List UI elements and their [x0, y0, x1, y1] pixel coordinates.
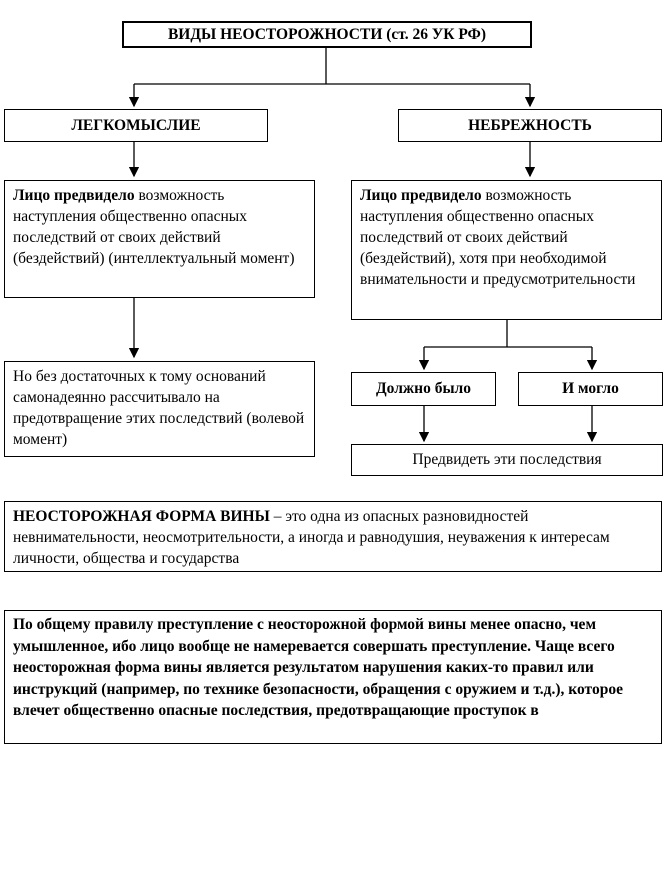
could-label: И могло — [562, 380, 619, 397]
diagram-title-text: ВИДЫ НЕОСТОРОЖНОСТИ (ст. 26 УК РФ) — [167, 25, 487, 43]
note-text: По общему правилу преступление с неосторожной формой вины менее опасно, чем умышленное, ибо лицо вообще не намеревается совершать преступление. Чаще всего неосторожная форма вины является результатом нарушения каких-то правил или инструкций (например, по технике безопасности, обращения с оружием и т.д.), которое влечет общественно опасные последствия, предотвращающие проступок в — [13, 616, 623, 719]
definition-term: НЕОСТОРОЖНАЯ ФОРМА ВИНЫ — [13, 508, 270, 525]
left-volitional-text: Но без достаточных к тому оснований самонадеянно рассчитывало на предотвращение этих последствий (волевой момент) — [13, 368, 305, 448]
could-box — [518, 372, 663, 406]
note-box — [4, 610, 662, 744]
left-heading: ЛЕГКОМЫСЛИЕ — [71, 116, 201, 134]
should-box — [351, 372, 496, 406]
left-foresight-text: возможность наступления общественно опасных последствий от своих действий (бездействий) (интеллектуальный момент) — [13, 187, 295, 267]
right-heading: НЕБРЕЖНОСТЬ — [468, 116, 592, 134]
left-foresight-box — [4, 180, 315, 298]
definition-text: – это одна из опасных разновидностей невнимательности, неосмотрительности, а иногда и равнодушия, неуважения к интересам личности, общества и государства — [13, 508, 610, 567]
right-foresight-bold: Лицо предвидело — [360, 187, 482, 204]
foresee-label: Предвидеть эти последствия — [412, 451, 602, 468]
left-heading-box — [4, 109, 268, 142]
right-foresight-text: возможность наступления общественно опасных последствий от своих действий (бездействий), хотя при необходимой внимательности и предусмотрительности — [360, 187, 636, 288]
right-heading-box — [398, 109, 662, 142]
definition-box — [4, 501, 662, 572]
left-volitional-box — [4, 361, 315, 457]
left-foresight-bold: Лицо предвидело — [13, 187, 135, 204]
right-foresight-box — [351, 180, 662, 320]
foresee-box — [351, 444, 663, 476]
should-label: Должно было — [376, 380, 471, 397]
diagram-title — [122, 21, 532, 48]
